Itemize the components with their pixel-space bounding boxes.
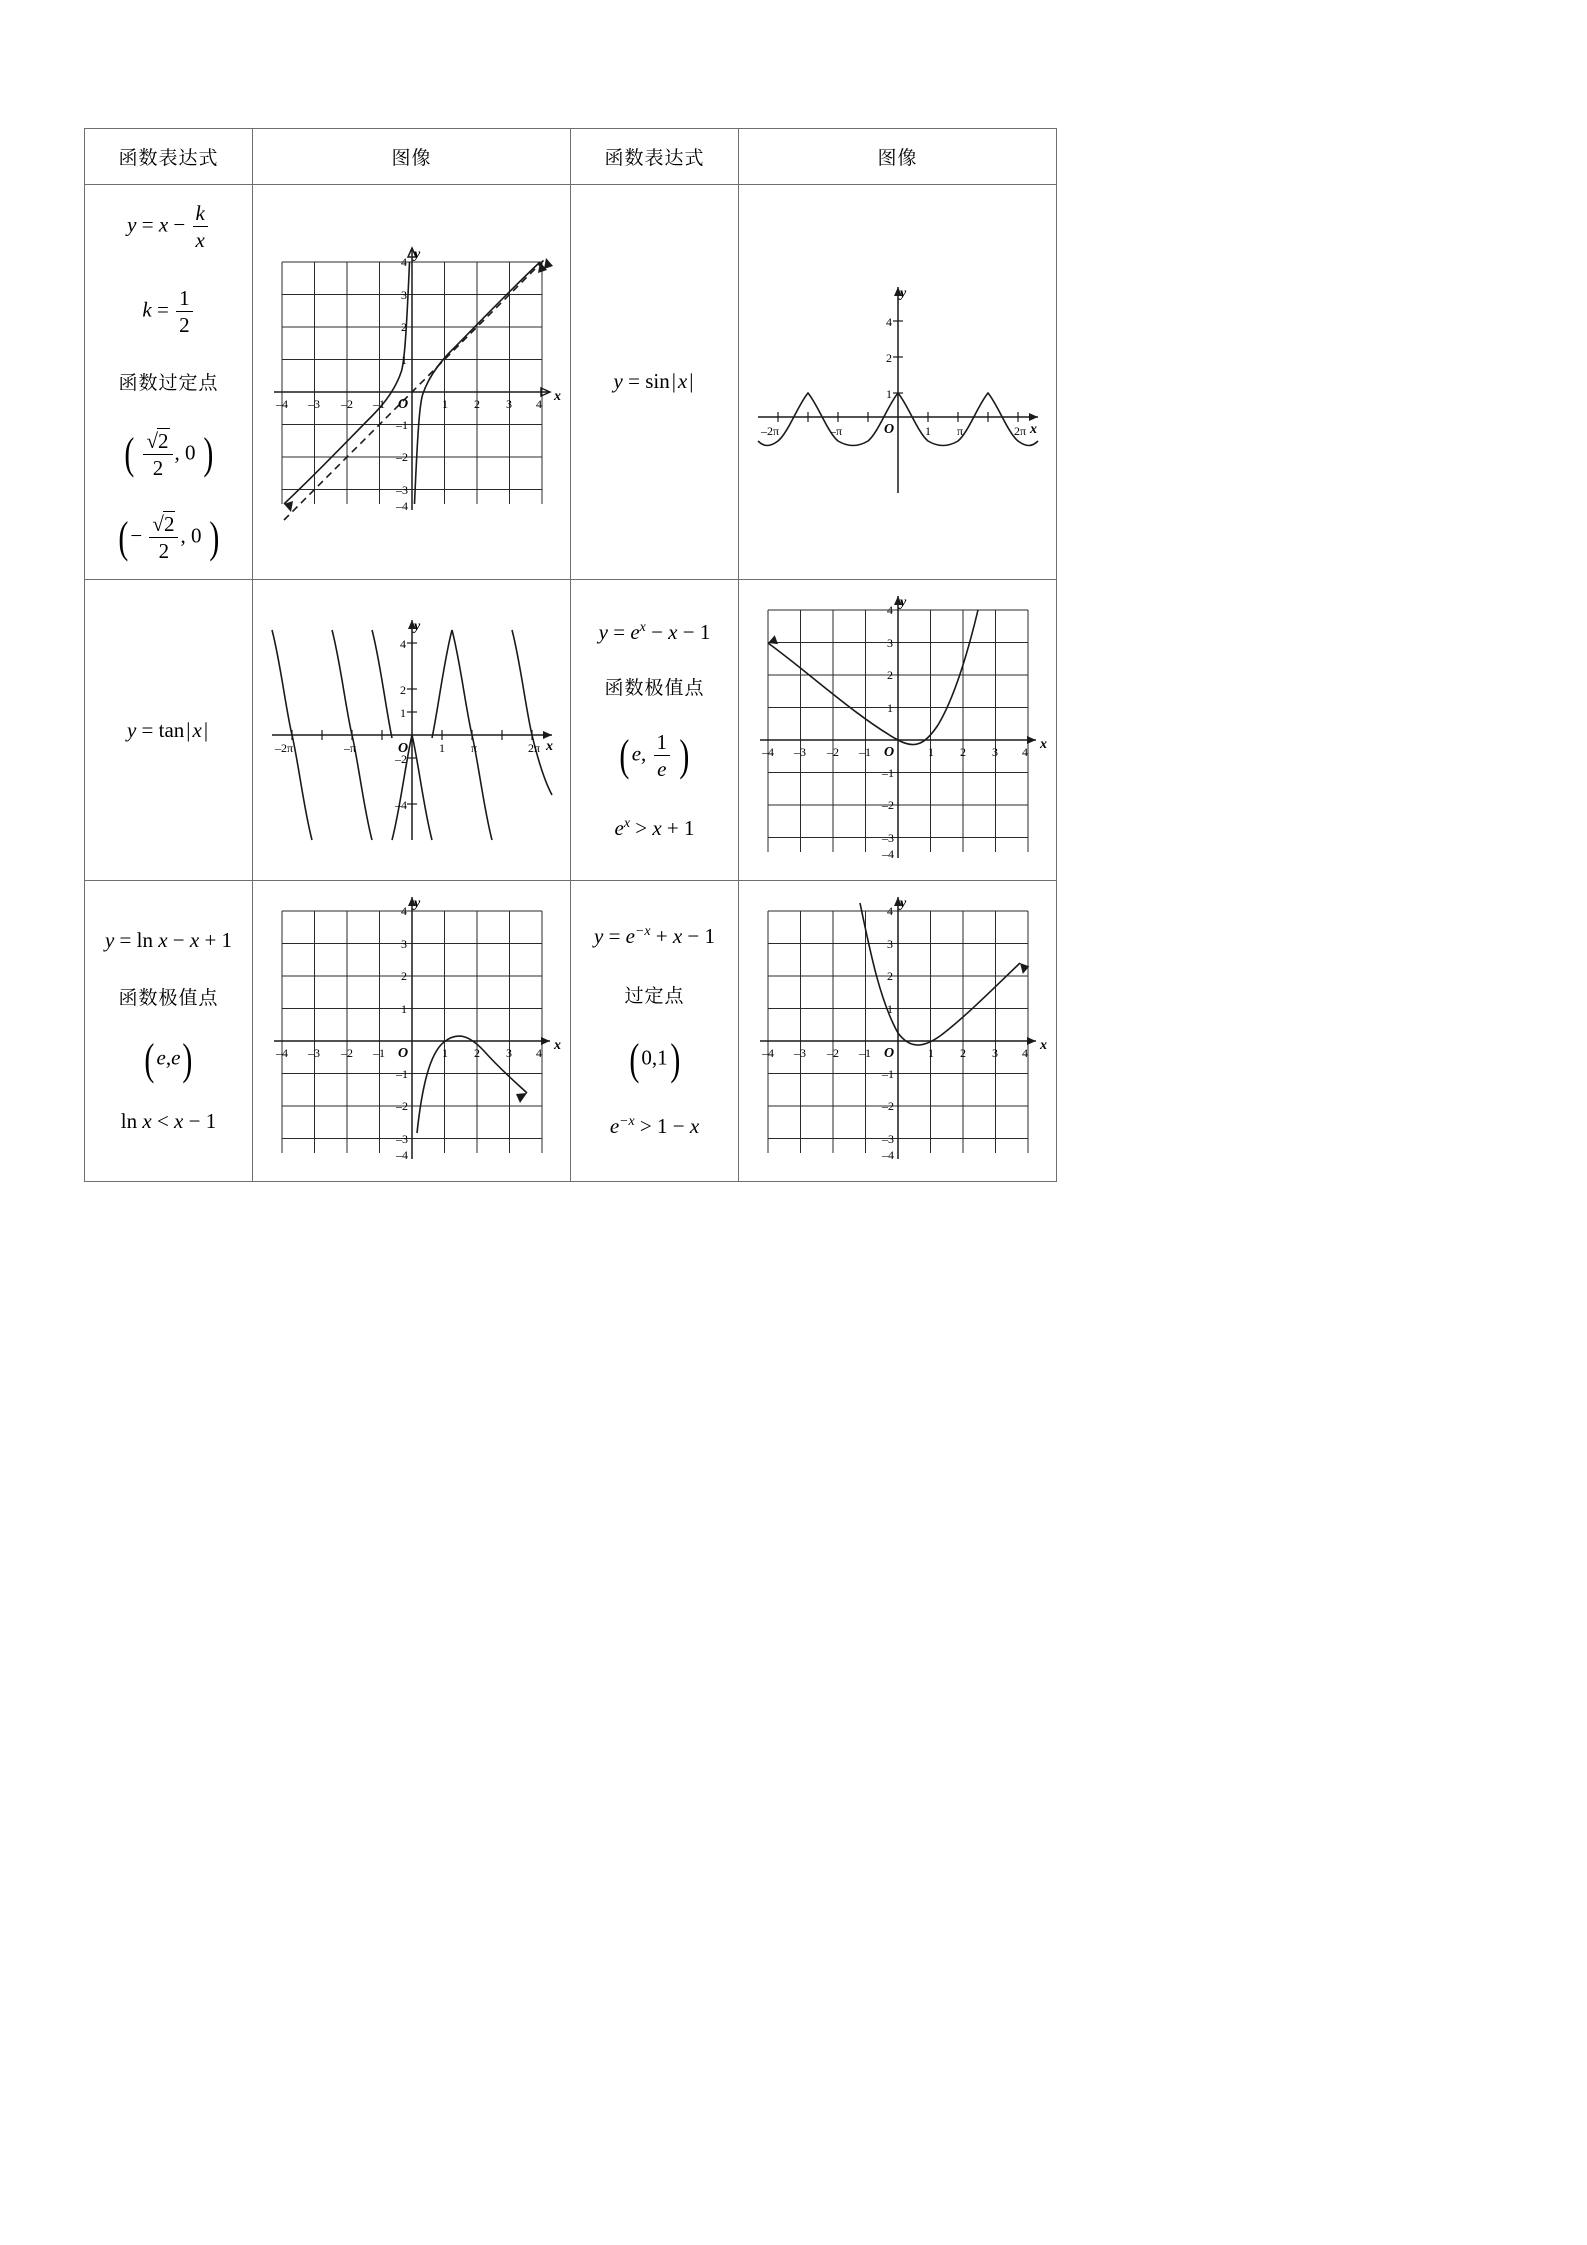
header-label: 函数表达式 <box>604 147 705 169</box>
xtick--1: –1 <box>858 1046 871 1061</box>
graph-tan-abs-x <box>262 590 562 870</box>
xtick--1: –1 <box>372 397 385 412</box>
axis-label-x: x <box>1039 1038 1047 1054</box>
xtick-pi: π <box>956 424 963 439</box>
xtick--pi: –π <box>343 741 356 756</box>
graph-lnx-minus-x-plus-1 <box>262 881 562 1181</box>
table-row <box>85 881 1057 1182</box>
xtick-pi: π <box>470 741 477 756</box>
xtick--3: –3 <box>793 1046 806 1061</box>
xtick--3: –3 <box>307 1046 320 1061</box>
ytick-2: 2 <box>885 351 892 366</box>
xtick--3: –3 <box>793 745 806 760</box>
xtick-1: 1 <box>441 397 448 412</box>
table-row <box>85 580 1057 881</box>
ytick--2: –2 <box>395 1099 408 1114</box>
xtick--4: –4 <box>761 745 774 760</box>
point-0-1: ( 0,1) <box>629 1034 680 1084</box>
label-extremum-point: 函数极值点 <box>118 986 219 1009</box>
origin-label: O <box>397 741 408 757</box>
ytick--4: –4 <box>881 1148 894 1163</box>
xtick-1: 1 <box>927 1046 934 1061</box>
ytick--1: –1 <box>395 418 408 433</box>
formula-y-eq-ex-minus-x-minus-1: $y = e^x - x - 1$ <box>598 618 711 644</box>
ytick-2: 2 <box>399 683 406 698</box>
ytick--3: –3 <box>395 1132 408 1147</box>
xtick--2pi: –2π <box>274 741 293 756</box>
ytick-1: 1 <box>400 353 407 368</box>
ytick-2: 2 <box>886 969 893 984</box>
xtick-2: 2 <box>959 745 966 760</box>
axis-label-x: x <box>553 1038 561 1054</box>
xtick--4: –4 <box>275 397 288 412</box>
xtick--pi: –π <box>829 424 842 439</box>
xtick-2pi: 2π <box>527 741 540 756</box>
xtick-2: 2 <box>959 1046 966 1061</box>
ytick-3: 3 <box>886 636 893 651</box>
xtick-3: 3 <box>505 1046 512 1061</box>
xtick-2: 2 <box>473 397 480 412</box>
graph-ex-minus-x-minus-1 <box>748 580 1048 880</box>
axis-label-y: y <box>413 247 420 263</box>
inequality-ex-gt-x-plus-1: $e^x > x + 1$ <box>614 815 695 841</box>
axis-label-x: x <box>1039 737 1047 753</box>
header-label: 图像 <box>391 147 432 169</box>
xtick--2: –2 <box>340 397 353 412</box>
ytick--2: –2 <box>881 798 894 813</box>
xtick--2pi: –2π <box>760 424 779 439</box>
ytick-4: 4 <box>399 637 406 652</box>
header-graph-1 <box>253 129 571 185</box>
ytick--4: –4 <box>881 847 894 862</box>
formula-k-eq-half: k = $\frac{1}{2}$ <box>85 286 252 337</box>
ytick-1: 1 <box>886 701 893 716</box>
graph-cell-ex-minus-x-minus-1 <box>739 580 1057 881</box>
point-e-one-over-e: ( e, $\frac{1}{e}$ ) <box>619 729 690 782</box>
graph-sin-abs-x <box>748 257 1048 507</box>
graph-cell-lnx-minus-x-plus-1 <box>253 881 571 1182</box>
graph-cell-tan-abs-x <box>253 580 571 881</box>
ytick-1: 1 <box>399 706 406 721</box>
expr-cell-ex-minus-x-minus-1 <box>571 580 739 881</box>
axis-label-x: x <box>545 739 553 755</box>
xtick--2: –2 <box>826 745 839 760</box>
xtick-1: 1 <box>927 745 934 760</box>
header-label: 函数表达式 <box>118 147 219 169</box>
xtick-4: 4 <box>535 1046 542 1061</box>
ytick--2: –2 <box>881 1099 894 1114</box>
axis-label-y: y <box>413 619 420 635</box>
xtick-3: 3 <box>991 1046 998 1061</box>
ytick-2: 2 <box>886 668 893 683</box>
ytick-1: 1 <box>885 387 892 402</box>
axis-label-y: y <box>413 896 420 912</box>
formula-y-eq-tan-abs-x: y = tan|x| <box>126 717 209 742</box>
xtick--4: –4 <box>761 1046 774 1061</box>
origin-label: O <box>883 422 894 438</box>
expr-cell-lnx-minus-x-plus-1 <box>85 881 253 1182</box>
ytick--2: –2 <box>395 450 408 465</box>
graph-cell-enegx-plus-x-minus-1 <box>739 881 1057 1182</box>
ytick-2: 2 <box>400 320 407 335</box>
xtick-4: 4 <box>535 397 542 412</box>
ytick-1: 1 <box>886 1002 893 1017</box>
xtick-1: 1 <box>924 424 931 439</box>
ytick-4: 4 <box>400 904 407 919</box>
ytick--1: –1 <box>395 1067 408 1082</box>
axis-label-y: y <box>899 896 906 912</box>
xtick-4: 4 <box>1021 1046 1028 1061</box>
xtick--1: –1 <box>372 1046 385 1061</box>
ytick-1: 1 <box>400 1002 407 1017</box>
formula-y-eq-lnx-minus-x-plus-1: y = ln x − x + 1 <box>104 927 233 952</box>
point-positive-root: ( $\frac{√2}{2}$ , 0 ) <box>123 428 214 480</box>
axis-label-x: x <box>1029 422 1037 438</box>
ytick--3: –3 <box>881 1132 894 1147</box>
ytick--4: –4 <box>394 798 407 813</box>
ytick--1: –1 <box>881 766 894 781</box>
header-fn-expr-1 <box>85 129 253 185</box>
ytick-4: 4 <box>885 315 892 330</box>
expr-cell-tan-abs-x <box>85 580 253 881</box>
formula-y-eq-enegx-plus-x-minus-1: $y = e^{-x} + x - 1$ <box>593 922 716 948</box>
axis-label-y: y <box>899 595 906 611</box>
label-passes-fixed-point: 函数过定点 <box>118 371 219 394</box>
xtick-2pi: 2π <box>1013 424 1026 439</box>
origin-label: O <box>397 1046 408 1062</box>
graph-enegx-plus-x-minus-1 <box>748 881 1048 1181</box>
expr-cell-x-minus-k-over-x <box>85 185 253 580</box>
ytick--1: –1 <box>881 1067 894 1082</box>
expr-cell-enegx-plus-x-minus-1 <box>571 881 739 1182</box>
axis-label-x: x <box>553 389 561 405</box>
xtick--2: –2 <box>340 1046 353 1061</box>
ytick-3: 3 <box>400 288 407 303</box>
expr-cell-sin-abs-x <box>571 185 739 580</box>
function-graph-table <box>84 128 1057 1182</box>
xtick--3: –3 <box>307 397 320 412</box>
xtick-2: 2 <box>473 1046 480 1061</box>
ytick--4: –4 <box>395 1148 408 1163</box>
xtick-4: 4 <box>1021 745 1028 760</box>
origin-label: O <box>883 745 894 761</box>
origin-label: O <box>883 1046 894 1062</box>
xtick--1: –1 <box>858 745 871 760</box>
xtick-3: 3 <box>991 745 998 760</box>
ytick-4: 4 <box>400 255 407 270</box>
xtick--2: –2 <box>826 1046 839 1061</box>
graph-cell-sin-abs-x <box>739 185 1057 580</box>
ytick-2: 2 <box>400 969 407 984</box>
ytick--4: –4 <box>395 499 408 514</box>
ytick-4: 4 <box>886 904 893 919</box>
label-passes-point: 过定点 <box>624 984 685 1007</box>
ytick--2: –2 <box>394 752 407 767</box>
ytick--3: –3 <box>881 831 894 846</box>
ytick-3: 3 <box>886 937 893 952</box>
table-header-row <box>85 129 1057 185</box>
inequality-lnx-lt-x-minus-1: ln x < x − 1 <box>120 1109 217 1134</box>
label-extremum-point: 函数极值点 <box>604 676 705 699</box>
formula-y-eq-sin-abs-x: y = sin|x| <box>613 369 694 394</box>
ytick--3: –3 <box>395 483 408 498</box>
ytick-4: 4 <box>886 603 893 618</box>
graph-cell-x-minus-k-over-x <box>253 185 571 580</box>
graph-x-minus-k-over-x <box>262 232 562 532</box>
axis-label-y: y <box>899 286 906 302</box>
point-e-e: ( e,e) <box>144 1034 193 1084</box>
inequality-enegx-gt-1-minus-x: $e^{-x} > 1 - x$ <box>609 1113 700 1139</box>
xtick-1: 1 <box>438 741 445 756</box>
xtick--4: –4 <box>275 1046 288 1061</box>
formula-y-eq-x-minus-k-over-x: y = x − $\frac{k}{x}$ <box>85 201 252 252</box>
header-fn-expr-2 <box>571 129 739 185</box>
table-row <box>85 185 1057 580</box>
header-graph-2 <box>739 129 1057 185</box>
header-label: 图像 <box>877 147 918 169</box>
xtick-3: 3 <box>505 397 512 412</box>
origin-label: O <box>397 397 408 413</box>
xtick-1: 1 <box>441 1046 448 1061</box>
ytick-3: 3 <box>400 937 407 952</box>
point-negative-root: ( − $\frac{√2}{2}$ , 0 ) <box>118 511 219 563</box>
